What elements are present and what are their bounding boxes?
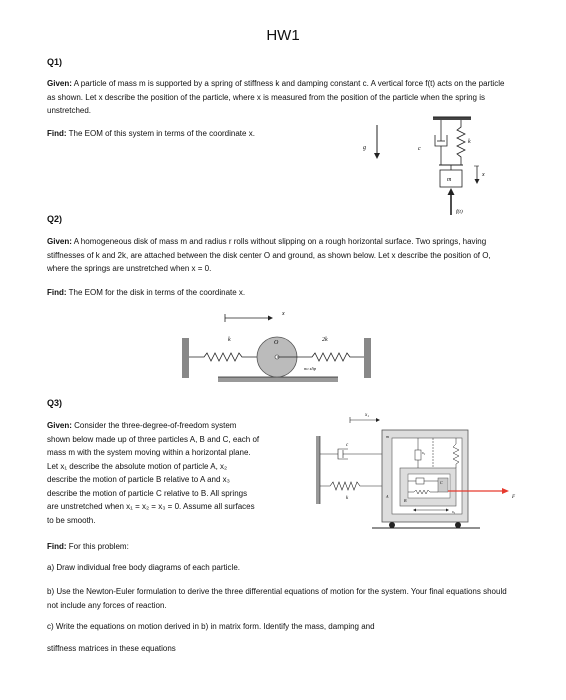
q3-given bbox=[47, 419, 327, 527]
q2-o-label: O bbox=[274, 340, 279, 346]
q3-a-label: A bbox=[386, 494, 389, 499]
q3-given-line-7: are unstretched when x₁ = x₂ = x₃ = 0. Assume all surfaces bbox=[47, 502, 255, 511]
q3-given-line-3: mass m with the system moving within a horizontal plane. bbox=[47, 448, 251, 457]
q3-f-label: F bbox=[512, 495, 516, 500]
q3-given-line-5: describe the motion of particle B relative to A and x₃ bbox=[47, 475, 230, 484]
q3-c-label: c bbox=[346, 443, 349, 448]
q1-heading: Q1) bbox=[47, 57, 63, 67]
q3-x1-label: x₁ bbox=[365, 413, 369, 418]
q3-given-line-6: describe the motion of particle C relative to B. All springs bbox=[47, 488, 248, 498]
q2-ground bbox=[218, 377, 338, 382]
q1-find-text: The EOM of this system in terms of the coordinate x. bbox=[66, 129, 255, 138]
q3-b-label: B bbox=[404, 498, 407, 503]
q3-given-label: Given: bbox=[47, 421, 72, 430]
q2-given-text: A homogeneous disk of mass m and radius r rolls without slipping on a rough horizontal surface. Two springs, having stiffnesses of k and 2k, are attached between the disk center O and ground, as shown below. Let x describe the position of O, where the springs are unstretched when x = 0. bbox=[47, 237, 491, 273]
q3-find-label: Find: bbox=[47, 542, 67, 551]
q3-given-line-8: to be smooth. bbox=[47, 515, 96, 525]
q3-given-line-1: Given: Consider the three-degree-of-freedom system bbox=[47, 421, 237, 430]
q1-figure bbox=[355, 113, 535, 218]
q2-heading: Q2) bbox=[47, 214, 63, 224]
q1-c-label: c bbox=[418, 146, 421, 152]
q3-heading: Q3) bbox=[47, 398, 63, 408]
q2-noslip-label: no slip bbox=[304, 366, 317, 371]
q3-x2-label: x₂ bbox=[422, 450, 426, 455]
q1-given-label: Given: bbox=[47, 79, 72, 88]
q3-m-label: m bbox=[386, 434, 389, 439]
q2-find-text: The EOM for the disk in terms of the coordinate x. bbox=[66, 288, 246, 297]
q2-find bbox=[47, 286, 507, 300]
q3-left-wall bbox=[316, 436, 320, 504]
q3-x3-label: x₃ bbox=[452, 509, 456, 514]
q2-given-label: Given: bbox=[47, 237, 72, 246]
q1-f-label: f(t) bbox=[456, 209, 463, 215]
q3-part-b: b) Use the Newton-Euler formulation to derive the three differential equations of motion for the system. Your final equations should not include any forces of reaction. bbox=[47, 587, 507, 610]
q3-given-line-2: shown below made up of three particles A, B and C, each of bbox=[47, 434, 260, 444]
q3-k-label: k bbox=[346, 496, 349, 501]
q1-k-label: k bbox=[468, 139, 471, 145]
q1-given bbox=[47, 77, 507, 118]
q3-c-block-label: C bbox=[440, 480, 443, 485]
q2-left-wall bbox=[182, 338, 189, 378]
q3-find-text: For this problem: bbox=[66, 542, 129, 551]
q2-x-label: x bbox=[282, 311, 285, 317]
q1-x-label: x bbox=[482, 172, 485, 178]
q2-given bbox=[47, 235, 507, 276]
q3-part-c: c) Write the equations on motion derived in b) in matrix form. Identify the mass, damping and bbox=[47, 622, 375, 631]
q2-right-wall bbox=[364, 338, 371, 378]
q1-find-label: Find: bbox=[47, 129, 67, 138]
q1-m-label: m bbox=[447, 177, 452, 183]
q3-given-line-4: Let x₁ describe the absolute motion of particle A, x₂ bbox=[47, 461, 228, 471]
q3-find bbox=[47, 540, 517, 554]
q3-spring bbox=[320, 482, 382, 490]
q3-part-c-cont: stiffness matrices in these equations bbox=[47, 644, 176, 653]
q3-part-a: a) Draw individual free body diagrams of each particle. bbox=[47, 563, 240, 572]
q1-spring bbox=[457, 120, 465, 165]
q3-figure bbox=[316, 406, 521, 538]
q2-find-label: Find: bbox=[47, 288, 67, 297]
q2-k-label: k bbox=[228, 337, 231, 343]
page-title: HW1 bbox=[266, 27, 300, 44]
q1-given-text: A particle of mass m is supported by a spring of stiffness k and damping constant c. A vertical force f(t) acts on the particle as shown. Let x describe the position of the particle, where x is measured from the position of the particle when the spring is unstretched. bbox=[47, 79, 505, 115]
q2-figure bbox=[178, 306, 378, 388]
q1-g-label: g bbox=[363, 145, 366, 151]
q2-2k-label: 2k bbox=[322, 337, 328, 343]
